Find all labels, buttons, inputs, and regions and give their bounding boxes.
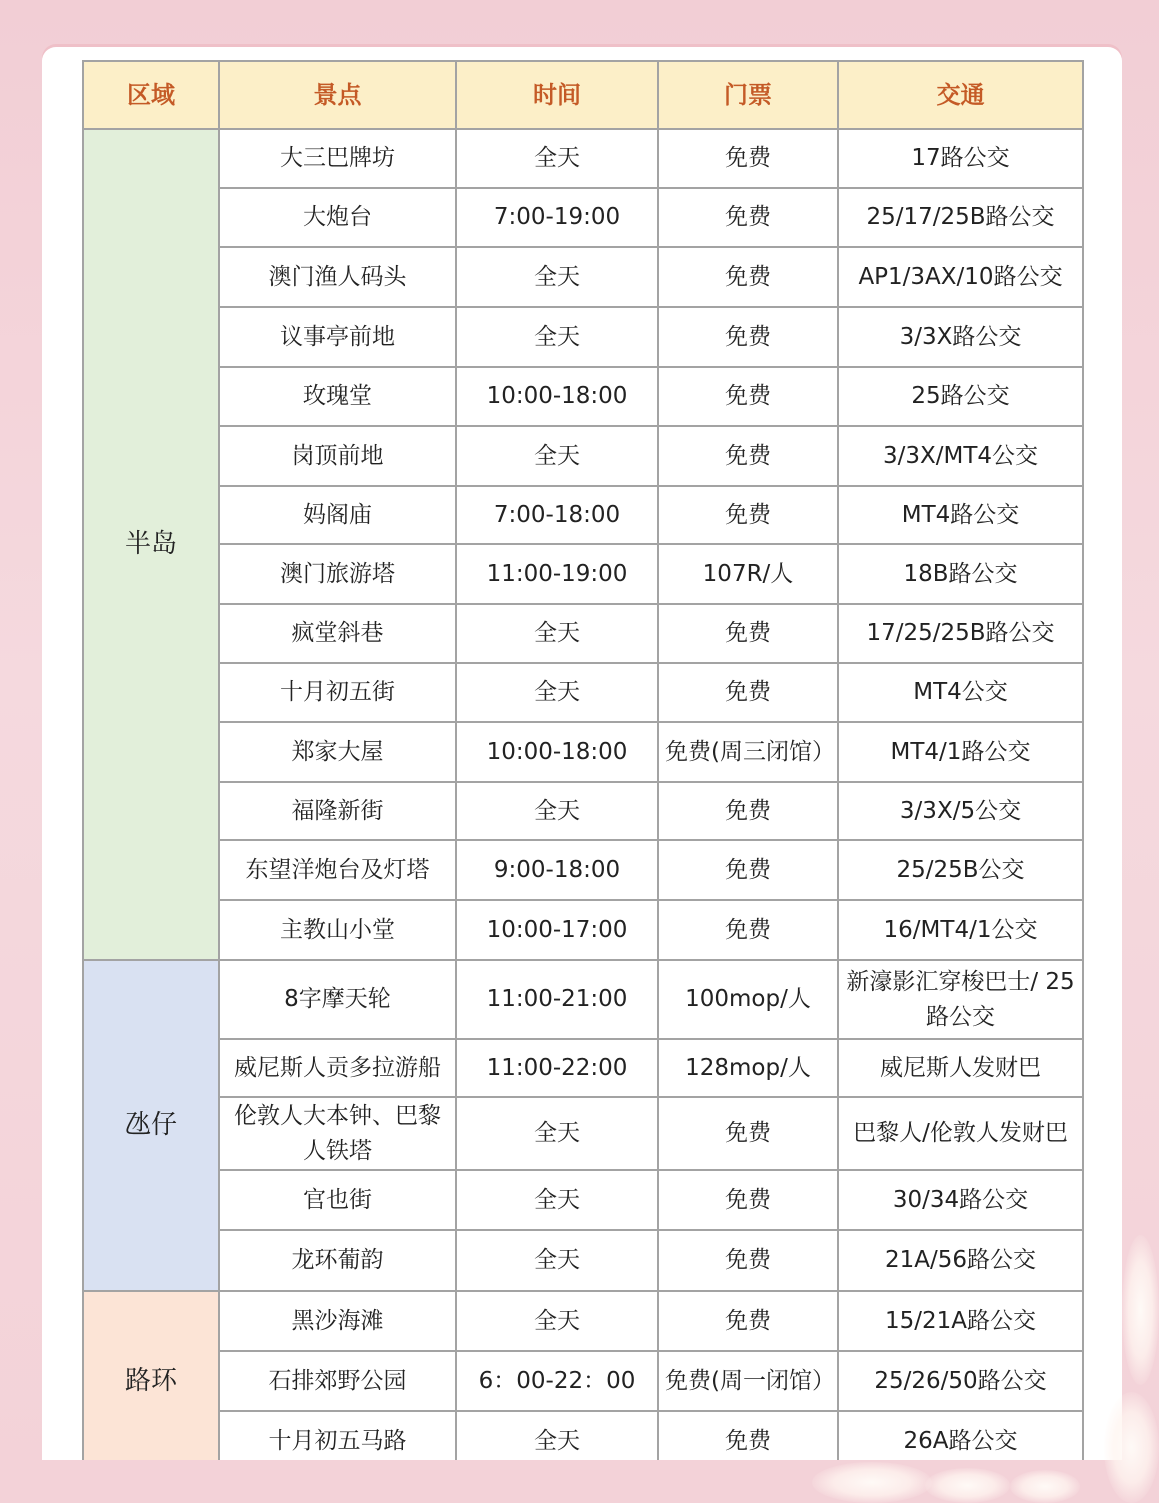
table-row — [83, 960, 1083, 1039]
time-cell: 全天 — [456, 247, 658, 307]
table-body — [83, 129, 1083, 1460]
ticket-cell: 免费 — [658, 604, 838, 663]
spot-cell: 玫瑰堂 — [219, 367, 456, 426]
table-row — [83, 1291, 1083, 1351]
ticket-cell: 107R/人 — [658, 544, 838, 604]
ticket-cell: 100mop/人 — [658, 960, 838, 1039]
ticket-cell: 免费 — [658, 782, 838, 840]
transport-cell: 17/25/25B路公交 — [838, 604, 1083, 663]
flower-petal — [925, 1468, 1010, 1503]
time-cell: 10:00-18:00 — [456, 722, 658, 782]
transport-cell: 25/26/50路公交 — [838, 1351, 1083, 1411]
transport-cell: 26A路公交 — [838, 1411, 1083, 1460]
table-row — [83, 1411, 1083, 1460]
transport-cell: MT4公交 — [838, 663, 1083, 722]
ticket-cell: 免费(周三闭馆） — [658, 722, 838, 782]
header-spot: 景点 — [219, 61, 456, 129]
ticket-cell: 免费 — [658, 486, 838, 544]
spot-cell: 8字摩天轮 — [219, 960, 456, 1039]
time-cell: 10:00-18:00 — [456, 367, 658, 426]
spot-cell: 妈阁庙 — [219, 486, 456, 544]
transport-cell: 25/17/25B路公交 — [838, 188, 1083, 247]
table-row — [83, 188, 1083, 247]
region-cell: 氹仔 — [83, 960, 219, 1291]
time-cell: 全天 — [456, 129, 658, 188]
time-cell: 9:00-18:00 — [456, 840, 658, 900]
table-row — [83, 604, 1083, 663]
ticket-cell: 免费(周一闭馆） — [658, 1351, 838, 1411]
spot-cell: 疯堂斜巷 — [219, 604, 456, 663]
transport-cell: 25/25B公交 — [838, 840, 1083, 900]
time-cell: 全天 — [456, 1097, 658, 1170]
spot-cell: 十月初五马路 — [219, 1411, 456, 1460]
time-cell: 全天 — [456, 307, 658, 367]
attractions-table — [82, 60, 1084, 1460]
table-row — [83, 663, 1083, 722]
region-cell: 路环 — [83, 1291, 219, 1460]
time-cell: 11:00-21:00 — [456, 960, 658, 1039]
transport-cell: 威尼斯人发财巴 — [838, 1039, 1083, 1097]
spot-cell: 澳门旅游塔 — [219, 544, 456, 604]
transport-cell: 3/3X/MT4公交 — [838, 426, 1083, 486]
ticket-cell: 免费 — [658, 426, 838, 486]
spot-cell: 议事亭前地 — [219, 307, 456, 367]
table-row — [83, 840, 1083, 900]
ticket-cell: 免费 — [658, 1291, 838, 1351]
ticket-cell: 免费 — [658, 129, 838, 188]
spot-cell: 福隆新街 — [219, 782, 456, 840]
spot-cell: 大炮台 — [219, 188, 456, 247]
ticket-cell: 免费 — [658, 840, 838, 900]
ticket-cell: 免费 — [658, 367, 838, 426]
transport-cell: 新濠影汇穿梭巴士/ 25路公交 — [838, 960, 1083, 1039]
header-time: 时间 — [456, 61, 658, 129]
header-row — [83, 61, 1083, 129]
spot-cell: 岗顶前地 — [219, 426, 456, 486]
header-ticket: 门票 — [658, 61, 838, 129]
transport-cell: 21A/56路公交 — [838, 1230, 1083, 1291]
spot-cell: 威尼斯人贡多拉游船 — [219, 1039, 456, 1097]
table-row — [83, 1230, 1083, 1291]
transport-cell: 16/MT4/1公交 — [838, 900, 1083, 960]
time-cell: 全天 — [456, 604, 658, 663]
time-cell: 10:00-17:00 — [456, 900, 658, 960]
table-row — [83, 544, 1083, 604]
spot-cell: 黑沙海滩 — [219, 1291, 456, 1351]
flower-petal — [1104, 1392, 1159, 1503]
time-cell: 全天 — [456, 426, 658, 486]
time-cell: 全天 — [456, 1291, 658, 1351]
transport-cell: 17路公交 — [838, 129, 1083, 188]
ticket-cell: 免费 — [658, 1230, 838, 1291]
table-row — [83, 307, 1083, 367]
table-row — [83, 247, 1083, 307]
header-region: 区域 — [83, 61, 219, 129]
time-cell: 11:00-19:00 — [456, 544, 658, 604]
transport-cell: 巴黎人/伦敦人发财巴 — [838, 1097, 1083, 1170]
spot-cell: 官也街 — [219, 1170, 456, 1230]
time-cell: 全天 — [456, 1411, 658, 1460]
time-cell: 全天 — [456, 1170, 658, 1230]
flower-petal — [812, 1462, 932, 1503]
ticket-cell: 128mop/人 — [658, 1039, 838, 1097]
spot-cell: 澳门渔人码头 — [219, 247, 456, 307]
table-row — [83, 1039, 1083, 1097]
spot-cell: 主教山小堂 — [219, 900, 456, 960]
transport-cell: MT4/1路公交 — [838, 722, 1083, 782]
time-cell: 全天 — [456, 663, 658, 722]
spot-cell: 大三巴牌坊 — [219, 129, 456, 188]
header-transport: 交通 — [838, 61, 1083, 129]
time-cell: 11:00-22:00 — [456, 1039, 658, 1097]
ticket-cell: 免费 — [658, 188, 838, 247]
table-row — [83, 129, 1083, 188]
ticket-cell: 免费 — [658, 1170, 838, 1230]
ticket-cell: 免费 — [658, 1097, 838, 1170]
ticket-cell: 免费 — [658, 1411, 838, 1460]
transport-cell: 30/34路公交 — [838, 1170, 1083, 1230]
spot-cell: 伦敦人大本钟、巴黎人铁塔 — [219, 1097, 456, 1170]
transport-cell: 18B路公交 — [838, 544, 1083, 604]
table-row — [83, 367, 1083, 426]
transport-cell: 25路公交 — [838, 367, 1083, 426]
transport-cell: 15/21A路公交 — [838, 1291, 1083, 1351]
table-row — [83, 900, 1083, 960]
spot-cell: 石排郊野公园 — [219, 1351, 456, 1411]
table-row — [83, 1351, 1083, 1411]
time-cell: 全天 — [456, 782, 658, 840]
transport-cell: MT4路公交 — [838, 486, 1083, 544]
transport-cell: 3/3X/5公交 — [838, 782, 1083, 840]
transport-cell: AP1/3AX/10路公交 — [838, 247, 1083, 307]
time-cell: 6：00-22：00 — [456, 1351, 658, 1411]
content-card — [42, 47, 1122, 1460]
table-row — [83, 426, 1083, 486]
spot-cell: 龙环葡韵 — [219, 1230, 456, 1291]
time-cell: 7:00-19:00 — [456, 188, 658, 247]
table-row — [83, 1170, 1083, 1230]
spot-cell: 十月初五街 — [219, 663, 456, 722]
flower-petal — [1010, 1470, 1080, 1503]
spot-cell: 郑家大屋 — [219, 722, 456, 782]
table-row — [83, 722, 1083, 782]
table-row — [83, 1097, 1083, 1170]
table-row — [83, 782, 1083, 840]
table-row — [83, 486, 1083, 544]
ticket-cell: 免费 — [658, 663, 838, 722]
time-cell: 7:00-18:00 — [456, 486, 658, 544]
time-cell: 全天 — [456, 1230, 658, 1291]
ticket-cell: 免费 — [658, 247, 838, 307]
region-cell: 半岛 — [83, 129, 219, 960]
ticket-cell: 免费 — [658, 900, 838, 960]
transport-cell: 3/3X路公交 — [838, 307, 1083, 367]
ticket-cell: 免费 — [658, 307, 838, 367]
flower-petal — [1122, 1235, 1159, 1385]
spot-cell: 东望洋炮台及灯塔 — [219, 840, 456, 900]
